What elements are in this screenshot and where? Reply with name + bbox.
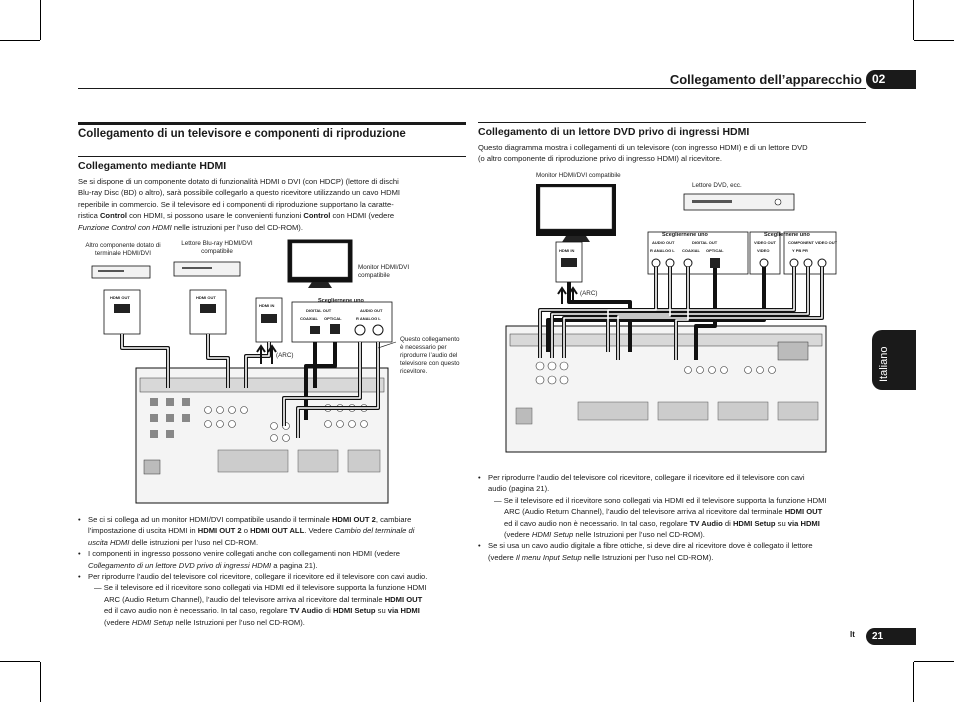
intro-paragraph: Se si dispone di un componente dotato di funzionalità HDMI o DVI (con HDCP) (lettore di dischi Blu-ray Disc (BD) o altro), sarà possibile collegarlo a questo ricevitore utilizzando un cavo HDMI reperibile in commercio. Se il televisore ed i componenti di riproduzione supportano la caratte- ristica Control con HDMI, si possono usare le convenienti funzioni Control con HDMI (vedere Funzione Control con HDMI nelle istruzioni per l’uso del CD-ROM). [78,177,401,232]
optical-label: OPTICAL [706,248,724,253]
list-item: • Se ci si collega ad un monitor HDMI/DVI compatibile usando il terminale HDMI OUT 2, cambiare l’impostazione di uscita HDMI in HDMI OUT 2 o HDMI OUT ALL. Vedere Cambio del terminale di uscita HDMI delle istruzioni per l’uso nel CD-ROM. [78,515,415,547]
audio-out-label: AUDIO OUT [360,308,383,313]
language-code: It [850,630,855,639]
label-bd-player: Lettore Blu-ray HDMI/DVI compatibile [181,240,253,255]
arc-label: (ARC) [580,290,598,297]
video-out-label: VIDEO OUT [754,240,777,245]
list-item: • Per riprodurre l’audio del televisore col ricevitore, collegare il ricevitore ed il televisore con cavi audio (pagina 21). — Se il televisore ed il ricevitore sono collegati via HDMI ed il televisore supporta la funzione HDMI ARC (Audio Return Channel), l’audio del televisore arriva al ricevitore dal terminale HDMI OUT ed il cavo audio non è necessario. In tal caso, regolare TV Audio di HDMI Setup su via HDMI (vedere HDMI Setup nelle Istruzioni per l’uso nel CD-ROM). [478,473,827,540]
section-rule [478,122,866,123]
language-side-tab: Italiano [872,330,916,390]
dvd-connection-diagram [478,170,866,460]
crop-mark [914,661,954,662]
choose-one-label: Scegliernene uno [662,232,708,238]
digital-out-label: DIGITAL OUT [692,240,718,245]
subsection-rule [78,156,466,157]
choose-one-label: Scegliernene uno [318,298,364,304]
right-bullets [478,472,870,563]
label-dvd: Lettore DVD, ecc. [692,182,742,189]
arc-label: (ARC) [276,352,294,359]
coaxial-label: COAXIAL [682,248,700,253]
crop-mark [40,662,41,702]
label-monitor: Monitor HDMI/DVI compatibile [536,172,621,179]
header-rule [78,88,866,89]
label-monitor: Monitor HDMI/DVI compatibile [358,264,410,279]
page-title: Collegamento dell’apparecchio [669,72,862,87]
page-number: 21 [866,628,916,645]
section-heading: Collegamento di un televisore e componenti di riproduzione [78,128,406,140]
hdmi-connection-diagram [78,238,470,506]
list-item: • I componenti in ingresso possono venire collegati anche con collegamenti non HDMI (vedere Collegamento di un lettore DVD privo di ingressi HDMI a pagina 21). [78,549,400,570]
analog-label: R ANALOG L [356,316,381,321]
crop-mark [0,661,40,662]
section-heading: Collegamento di un lettore DVD privo di ingressi HDMI [478,126,750,138]
crop-mark [0,40,40,41]
subsection-heading: Collegamento mediante HDMI [78,160,227,172]
crop-mark [40,0,41,40]
crop-mark [913,662,914,702]
analog-label: R ANALOG L [650,248,675,253]
label-other-component: Altro componente dotato di terminale HDMI/DVI [85,242,161,257]
choose-one-label: Scegliernene uno [764,232,810,238]
optical-label: OPTICAL [324,316,342,321]
hdmi-out-label: HDMI OUT [196,295,216,300]
video-label: VIDEO [757,248,770,253]
hdmi-in-label: HDMI IN [259,303,275,308]
chapter-badge: 02 [866,70,916,89]
crop-mark [914,40,954,41]
left-bullets [78,514,478,628]
digital-out-label: DIGITAL OUT [306,308,332,313]
audio-out-label: AUDIO OUT [652,240,675,245]
ypbpr-label: Y PB PR [792,248,808,253]
section-rule [78,122,466,125]
diagram-graphic [478,170,866,460]
coaxial-label: COAXIAL [300,316,318,321]
right-intro: Questo diagramma mostra i collegamenti di un televisore (con ingresso HDMI) e di un lettore DVD (o altro componente di riproduzione privo di ingresso HDMI) al ricevitore. [478,143,808,164]
hdmi-out-label: HDMI OUT [110,295,130,300]
audio-note: Questo collegamento è necessario per riprodurre l’audio del televisore con questo ricevitore. [400,336,460,375]
list-item: • Per riprodurre l’audio del televisore col ricevitore, collegare il ricevitore ed il televisore con cavi audio. — Se il televisore ed il ricevitore sono collegati via HDMI ed il televisore supporta la funzione HDMI ARC (Audio Return Channel), l’audio del televisore arriva al ricevitore dal terminale HDMI OUT ed il cavo audio non è necessario. In tal caso, regolare TV Audio di HDMI Setup su via HDMI (vedere HDMI Setup nelle Istruzioni per l’uso nel CD-ROM). [78,572,428,627]
list-item: • Se si usa un cavo audio digitale a fibre ottiche, si deve dire al ricevitore dove è collegato il lettore (vedere Il menu Input Setup nelle Istruzioni per l’uso nel CD-ROM). [478,541,813,562]
hdmi-in-label: HDMI IN [559,248,575,253]
crop-mark [913,0,914,40]
component-out-label: COMPONENT VIDEO OUT [788,240,838,245]
